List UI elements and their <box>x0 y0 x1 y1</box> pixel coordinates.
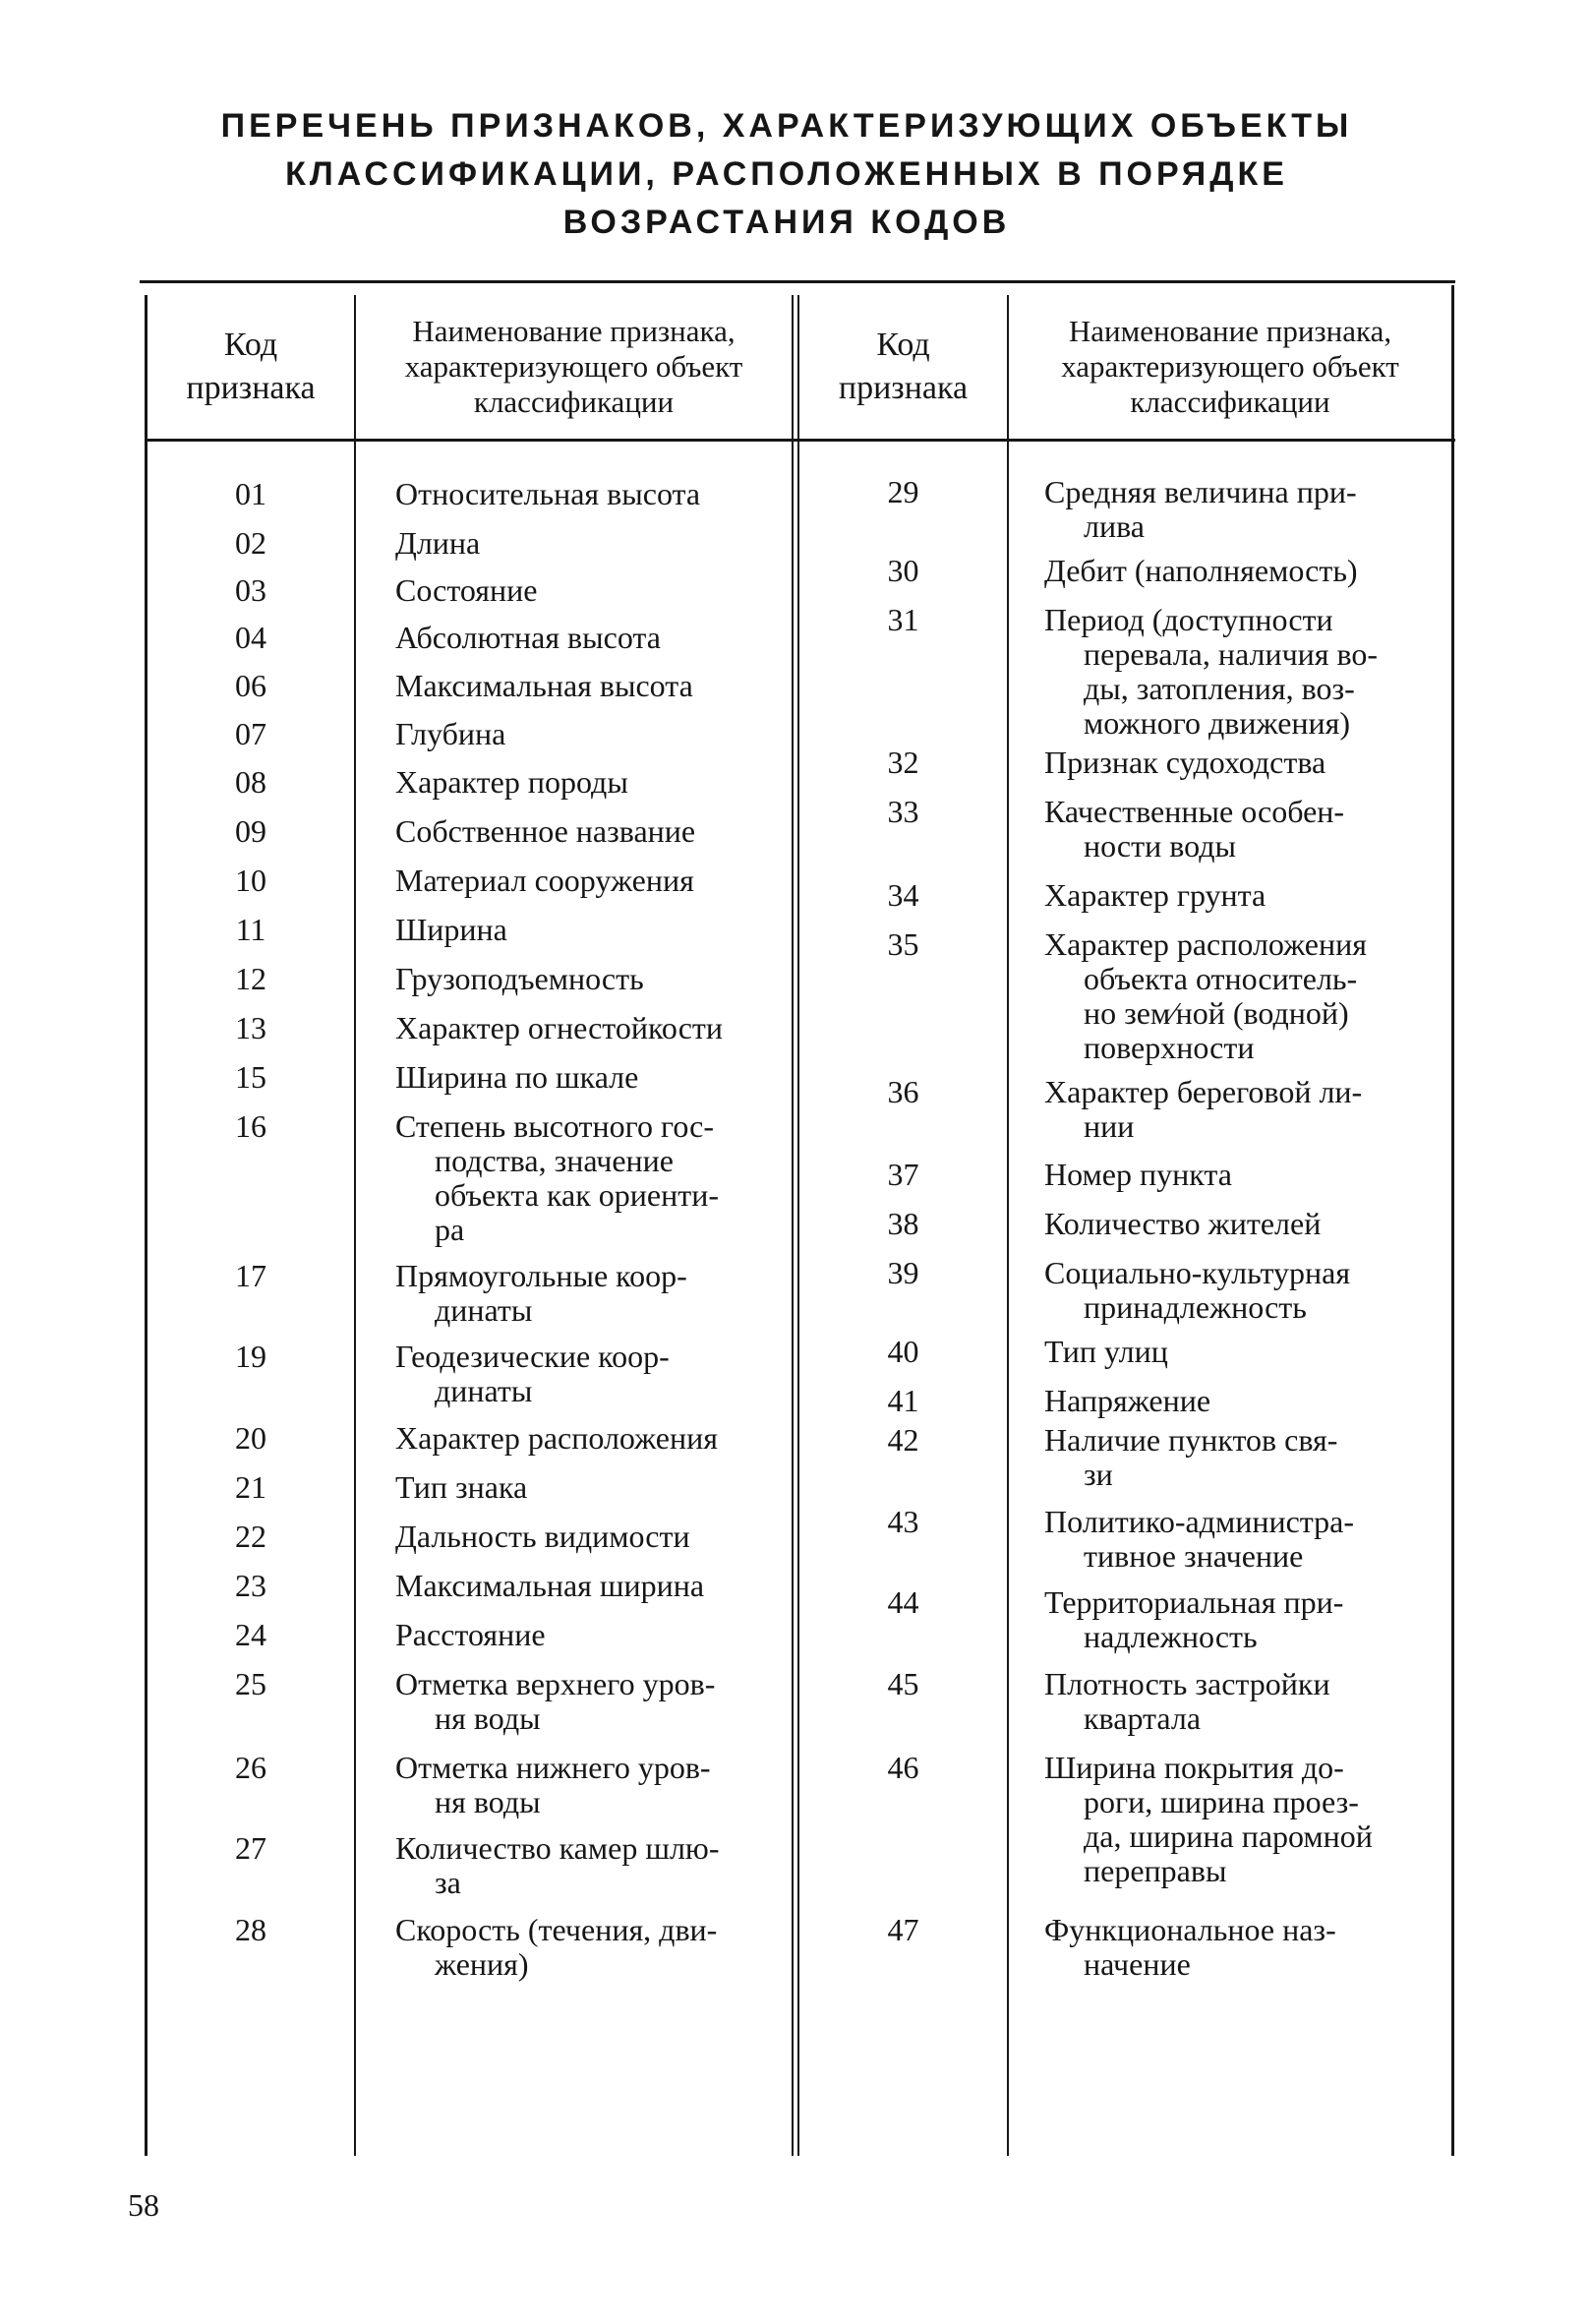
left-row-code: 08 <box>235 764 266 800</box>
left-row-name <box>395 1421 787 1456</box>
right-row-name-line: Напряжение <box>1044 1383 1211 1418</box>
left-row-code: 28 <box>235 1912 266 1947</box>
right-row-name <box>1044 1667 1447 1736</box>
table-header-rule <box>147 439 1455 442</box>
left-row-name <box>395 573 787 608</box>
right-row-name <box>1044 1505 1447 1574</box>
right-row-code: 47 <box>887 1912 919 1947</box>
left-row-code: 06 <box>235 668 266 703</box>
left-row-code: 19 <box>235 1339 266 1374</box>
left-row-name-line: Степень высотного гос- <box>395 1108 714 1144</box>
left-row-name-line: динаты <box>435 1373 533 1408</box>
right-row-name-line: переправы <box>1084 1853 1227 1888</box>
right-row-name-line: нии <box>1084 1108 1135 1144</box>
left-row-name-line: Отметка верхнего уров- <box>395 1666 716 1701</box>
right-row-name-line: Номер пункта <box>1044 1157 1232 1192</box>
table-right-border <box>1451 285 1454 2156</box>
left-row-code: 15 <box>235 1059 266 1095</box>
right-row-code: 32 <box>887 745 919 780</box>
left-row-name <box>395 814 787 849</box>
right-row-name-line: ды, затопления, воз- <box>1084 671 1355 706</box>
header-name-line-2: характеризующего объект <box>1061 349 1399 384</box>
right-row-name <box>1044 1158 1447 1192</box>
right-row-name-line: Ширина покрытия до- <box>1044 1750 1344 1785</box>
right-row-code: 42 <box>887 1422 919 1458</box>
left-row-code: 24 <box>235 1617 266 1652</box>
right-row-name <box>1044 1751 1447 1888</box>
right-row-code: 31 <box>887 602 919 637</box>
right-row-name-line: лива <box>1084 508 1145 544</box>
right-row-name <box>1044 1585 1447 1654</box>
left-row-name <box>395 1060 787 1095</box>
left-row-code: 11 <box>235 912 266 947</box>
left-row-code: 26 <box>235 1750 266 1785</box>
left-row-name-line: Длина <box>395 525 481 561</box>
left-row-name <box>395 962 787 996</box>
left-row-name <box>395 477 787 511</box>
left-row-name <box>395 621 787 655</box>
left-row-name-line: Состояние <box>395 572 538 608</box>
left-row-name-line: Количество камер шлю- <box>395 1830 720 1866</box>
right-row-name <box>1044 1207 1447 1241</box>
right-row-code: 46 <box>887 1750 919 1785</box>
left-row-name-line: Глубина <box>395 716 506 751</box>
left-row-name <box>395 1470 787 1505</box>
page-number: 58 <box>128 2187 159 2223</box>
right-row-name <box>1044 1384 1447 1418</box>
header-code-line-2: признака <box>186 370 316 406</box>
left-row-name <box>395 1618 787 1652</box>
left-row-code: 27 <box>235 1830 266 1866</box>
left-row-name-line: Скорость (течения, дви- <box>395 1912 718 1947</box>
right-row-code: 34 <box>887 877 919 913</box>
left-row-name-line: подства, значение <box>435 1143 674 1178</box>
right-row-name-line: Дебит (наполняемость) <box>1044 553 1358 588</box>
right-row-name <box>1044 745 1447 780</box>
left-row-name-line: Характер расположения <box>395 1420 718 1456</box>
left-row-name-line: объекта как ориенти- <box>435 1177 719 1213</box>
right-row-name-line: Плотность застройки <box>1044 1666 1330 1701</box>
right-row-name <box>1044 878 1447 913</box>
right-row-code: 37 <box>887 1157 919 1192</box>
left-row-code: 17 <box>235 1258 266 1293</box>
right-row-name-line: Характер береговой ли- <box>1044 1074 1363 1109</box>
left-row-name-line: ра <box>435 1212 465 1247</box>
left-row-name-line: Ширина по шкале <box>395 1059 639 1095</box>
right-row-name-line: Тип улиц <box>1044 1334 1168 1369</box>
right-row-code: 44 <box>887 1584 919 1620</box>
column-divider-2a <box>792 295 794 2156</box>
header-name-line-2: характеризующего объект <box>404 349 743 384</box>
right-row-code: 45 <box>887 1666 919 1701</box>
header-name-line-1: Наименование признака, <box>412 314 736 348</box>
left-row-name <box>395 1569 787 1603</box>
left-row-name <box>395 1667 787 1736</box>
header-name-line-3: классификации <box>473 385 675 419</box>
header-name-line-3: классификации <box>1130 385 1330 419</box>
header-name-left <box>356 295 792 439</box>
title-line-1: ПЕРЕЧЕНЬ ПРИЗНАКОВ, ХАРАКТЕРИЗУЮЩИХ ОБЪЕКТЫ <box>220 107 1353 145</box>
right-row-name-line: можного движения) <box>1084 705 1351 741</box>
left-row-code: 01 <box>235 476 266 511</box>
header-code-left <box>147 295 354 439</box>
right-row-code: 40 <box>887 1334 919 1369</box>
right-row-code: 30 <box>887 553 919 588</box>
table-top-rule <box>140 280 1455 283</box>
left-row-name-line: Характер породы <box>395 764 628 800</box>
right-row-name-line: Социально-культурная <box>1044 1255 1351 1290</box>
right-row-name-line: да, ширина паромной <box>1084 1818 1373 1854</box>
right-row-name <box>1044 1335 1447 1369</box>
column-divider-1 <box>354 295 356 2156</box>
right-row-name-line: Территориальная при- <box>1044 1584 1344 1620</box>
right-row-name-line: принадлежность <box>1084 1289 1307 1325</box>
header-code-right <box>799 295 1007 439</box>
left-row-name <box>395 1259 787 1328</box>
right-row-code: 39 <box>887 1255 919 1290</box>
right-row-code: 43 <box>887 1504 919 1539</box>
left-row-name-line: Геодезические коор- <box>395 1339 670 1374</box>
left-row-name <box>395 1340 787 1408</box>
right-row-name-line: квартала <box>1084 1700 1202 1736</box>
header-name-line-1: Наименование признака, <box>1068 314 1392 348</box>
left-row-name-line: за <box>435 1865 461 1900</box>
right-row-name-line: но зем⁄ной (водной) <box>1084 995 1349 1031</box>
right-row-name-line: начение <box>1084 1946 1191 1982</box>
right-row-name <box>1044 1256 1447 1325</box>
right-row-name-line: Политико-администра- <box>1044 1504 1355 1539</box>
left-row-name <box>395 1913 787 1982</box>
left-row-name-line: Тип знака <box>395 1469 528 1505</box>
column-divider-3 <box>1007 295 1009 2156</box>
left-row-name <box>395 1520 787 1554</box>
header-code-line-1: Код <box>876 327 930 363</box>
left-row-code: 09 <box>235 813 266 849</box>
left-row-code: 12 <box>235 961 266 996</box>
title-line-2: КЛАССИФИКАЦИИ, РАСПОЛОЖЕННЫХ В ПОРЯДКЕ <box>285 155 1288 193</box>
left-row-name-line: ня воды <box>435 1700 541 1736</box>
right-row-name-line: Наличие пунктов свя- <box>1044 1422 1338 1458</box>
left-row-code: 04 <box>235 620 266 655</box>
right-row-name <box>1044 927 1447 1065</box>
left-row-name-line: Максимальная ширина <box>395 1568 705 1603</box>
right-row-name-line: Функциональное наз- <box>1044 1912 1336 1947</box>
left-row-name-line: Прямоугольные коор- <box>395 1258 687 1293</box>
left-row-code: 20 <box>235 1420 266 1456</box>
right-row-name <box>1044 1423 1447 1492</box>
title-line-3: ВОЗРАСТАНИЯ КОДОВ <box>562 204 1011 241</box>
right-row-name-line: Характер грунта <box>1044 877 1266 913</box>
left-row-name <box>395 864 787 898</box>
right-row-name <box>1044 603 1447 741</box>
left-row-name <box>395 765 787 800</box>
left-row-name <box>395 1011 787 1045</box>
left-row-name <box>395 1109 787 1247</box>
right-row-name-line: Признак судоходства <box>1044 745 1326 780</box>
left-row-code: 16 <box>235 1108 266 1144</box>
page-title <box>147 102 1426 247</box>
left-row-name-line: Дальность видимости <box>395 1519 690 1554</box>
right-row-code: 38 <box>887 1206 919 1241</box>
right-row-name-line: Средняя величина при- <box>1044 474 1357 509</box>
right-row-name-line: тивное значение <box>1084 1538 1304 1574</box>
left-row-code: 10 <box>235 863 266 898</box>
left-row-name-line: Относительная высота <box>395 476 701 511</box>
right-row-code: 33 <box>887 794 919 829</box>
left-row-name-line: ня воды <box>435 1784 541 1819</box>
left-row-code: 22 <box>235 1519 266 1554</box>
left-row-code: 13 <box>235 1010 266 1045</box>
left-row-code: 03 <box>235 572 266 608</box>
header-code-line-2: признака <box>838 370 969 406</box>
left-row-name <box>395 1751 787 1819</box>
right-row-name-line: ности воды <box>1084 828 1236 864</box>
left-row-name-line: Отметка нижнего уров- <box>395 1750 711 1785</box>
left-row-name <box>395 1831 787 1900</box>
left-row-code: 25 <box>235 1666 266 1701</box>
right-row-name-line: роги, ширина проез- <box>1084 1784 1359 1819</box>
right-row-code: 29 <box>887 474 919 509</box>
right-row-name <box>1044 795 1447 864</box>
right-row-name <box>1044 1913 1447 1982</box>
header-code-line-1: Код <box>223 327 278 363</box>
right-row-name-line: Характер расположения <box>1044 926 1367 962</box>
right-row-name-line: поверхности <box>1084 1030 1255 1065</box>
left-row-code: 02 <box>235 525 266 561</box>
header-name-right <box>1009 295 1451 439</box>
left-row-name-line: динаты <box>435 1292 533 1328</box>
right-row-name <box>1044 475 1447 544</box>
right-row-code: 35 <box>887 926 919 962</box>
left-row-code: 23 <box>235 1568 266 1603</box>
left-row-code: 21 <box>235 1469 266 1505</box>
right-row-name <box>1044 1075 1447 1144</box>
right-row-name-line: объекта относитель- <box>1084 961 1358 996</box>
left-row-name-line: Собственное название <box>395 813 696 849</box>
left-row-name-line: Материал сооружения <box>395 863 694 898</box>
left-row-name-line: Характер огнестойкости <box>395 1010 723 1045</box>
left-row-name-line: Максимальная высота <box>395 668 693 703</box>
left-row-name-line: Грузоподъемность <box>395 961 644 996</box>
left-row-name-line: Расстояние <box>395 1617 546 1652</box>
right-row-name-line: Качественные особен- <box>1044 794 1345 829</box>
left-row-name <box>395 717 787 751</box>
right-row-name-line: перевала, наличия во- <box>1084 636 1379 672</box>
right-row-code: 41 <box>887 1383 919 1418</box>
left-row-name-line: жения) <box>435 1946 529 1982</box>
left-row-name <box>395 669 787 703</box>
right-row-name-line: Период (доступности <box>1044 602 1333 637</box>
right-row-name <box>1044 554 1447 588</box>
right-row-name-line: зи <box>1084 1457 1113 1492</box>
left-row-name <box>395 526 787 561</box>
left-row-name <box>395 913 787 947</box>
left-row-name-line: Ширина <box>395 912 507 947</box>
left-row-name-line: Абсолютная высота <box>395 620 661 655</box>
right-row-code: 36 <box>887 1074 919 1109</box>
left-row-code: 07 <box>235 716 266 751</box>
right-row-name-line: Количество жителей <box>1044 1206 1322 1241</box>
right-row-name-line: надлежность <box>1084 1619 1258 1654</box>
